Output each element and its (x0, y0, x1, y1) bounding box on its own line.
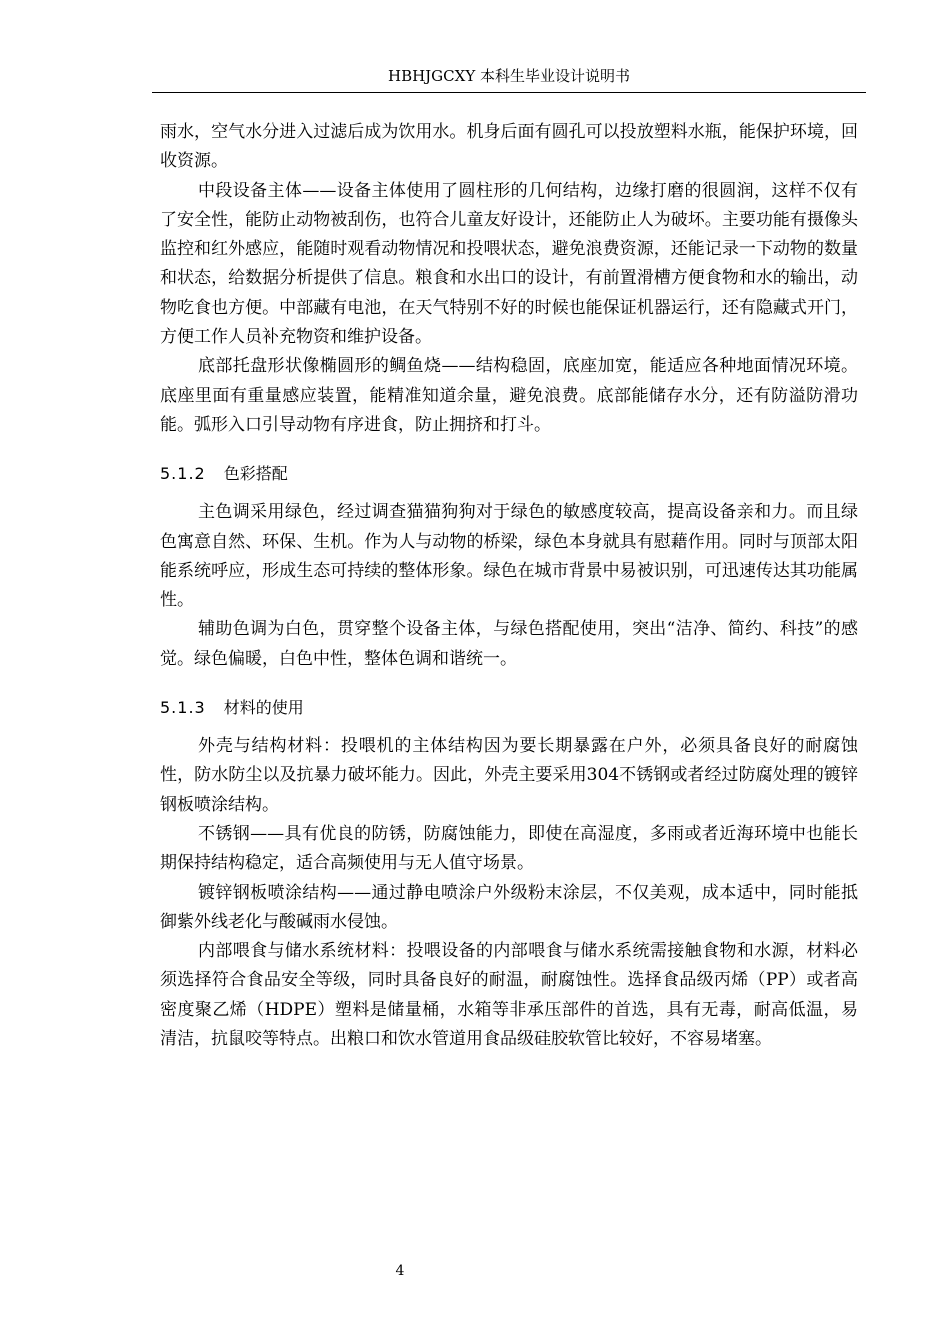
paragraph: 辅助色调为白色，贯穿整个设备主体，与绿色搭配使用，突出“洁净、简约、科技”的感觉。绿色偏暖，白色中性，整体色调和谐统一。 (160, 619, 858, 669)
section-heading-5-1-2 (160, 462, 858, 486)
paragraph: 镀锌钢板喷涂结构——通过静电喷涂户外级粉末涂层，不仅美观，成本适中，同时能抵御紫外线老化与酸碱雨水侵蚀。 (160, 882, 858, 932)
paragraph: 雨水，空气水分进入过滤后成为饮用水。机身后面有圆孔可以投放塑料水瓶，能保护环境，回收资源。 (160, 122, 858, 172)
paragraph: 中段设备主体——设备主体使用了圆柱形的几何结构，边缘打磨的很圆润，这样不仅有了安全性，能防止动物被刮伤，也符合儿童友好设计，还能防止人为破坏。主要功能有摄像头监控和红外感应，能随时观看动物情况和投喂状态，避免浪费资源，还能记录一下动物的数量和状态，给数据分析提供了信息。粮食和水出口的设计，有前置滑槽方便食物和水的输出，动物吃食也方便。中部藏有电池，在天气特别不好的时候也能保证机器运行，还有隐藏式开门，方便工作人员补充物资和维护设备。 (160, 180, 858, 348)
section-title: 材料的使用 (223, 698, 304, 718)
section-number: 5.1.2 (160, 464, 206, 484)
page-header: HBHJGCXY 本科生毕业设计说明书 (387, 67, 630, 85)
page-number: 4 (395, 1263, 405, 1279)
paragraph: 不锈钢——具有优良的防锈，防腐蚀能力，即使在高湿度，多雨或者近海环境中也能长期保持结构稳定，适合高频使用与无人值守场景。 (160, 823, 858, 874)
paragraph: 底部托盘形状像椭圆形的鲷鱼烧——结构稳固，底座加宽，能适应各种地面情况环境。底座里面有重量感应装置，能精准知道余量，避免浪费。底部能储存水分，还有防溢防滑功能。弧形入口引导动物有序进食，防止拥挤和打斗。 (160, 356, 858, 435)
paragraph: 内部喂食与储水系统材料：投喂设备的内部喂食与储水系统需接触食物和水源，材料必须选择符合食品安全等级，同时具备良好的耐温，耐腐蚀性。选择食品级丙烯（PP）或者高密度聚乙烯（HDPE）塑料是储量桶，水箱等非承压部件的首选，具有无毒，耐高低温，易清洁，抗鼠咬等特点。出粮口和饮水管道用食品级硅胶软管比较好，不容易堵塞。 (160, 941, 858, 1050)
paragraph: 主色调采用绿色，经过调查猫猫狗狗对于绿色的敏感度较高，提高设备亲和力。而且绿色寓意自然、环保、生机。作为人与动物的桥梁，绿色本身就具有慰藉作用。同时与顶部太阳能系统呼应，形成生态可持续的整体形象。绿色在城市背景中易被识别，可迅速传达其功能属性。 (160, 502, 858, 611)
section-number: 5.1.3 (160, 698, 206, 718)
header-divider (152, 92, 866, 93)
section-heading-5-1-3 (160, 696, 858, 720)
paragraph: 外壳与结构材料：投喂机的主体结构因为要长期暴露在户外，必须具备良好的耐腐蚀性，防水防尘以及抗暴力破坏能力。因此，外壳主要采用304不锈钢或者经过防腐处理的镀锌钢板喷涂结构。 (160, 736, 858, 815)
section-title: 色彩搭配 (223, 464, 288, 484)
document-body (160, 118, 858, 1054)
